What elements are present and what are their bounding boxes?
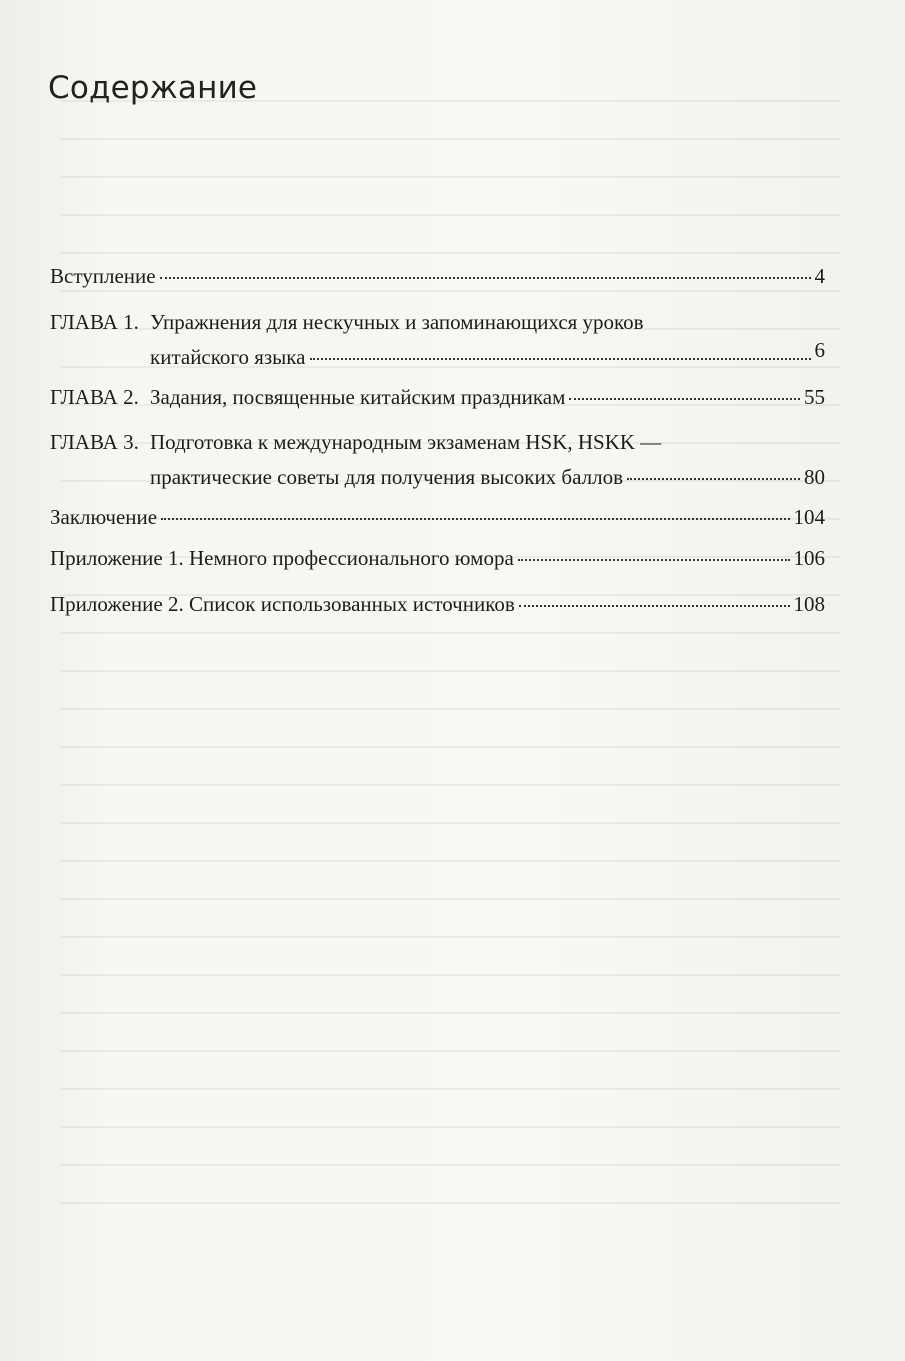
toc-entry-appendix-2[interactable] — [50, 591, 825, 617]
toc-entry-title: Приложение 2. Список использованных источников — [50, 592, 515, 616]
toc-leader-dots — [160, 276, 811, 279]
toc-entry-chapter-3[interactable] — [50, 429, 825, 490]
page-title: Содержание — [48, 70, 258, 106]
toc-page-number: 4 — [814, 264, 825, 288]
toc-page-number: 108 — [793, 592, 825, 616]
toc-entry-title: Упражнения для нескучных и запоминающихся уроков — [150, 310, 644, 334]
toc-leader-dots — [161, 517, 789, 520]
toc-page-number: 106 — [793, 546, 825, 570]
toc-chapter-label: ГЛАВА 2. — [50, 385, 139, 409]
toc-page-number: 6 — [814, 338, 825, 362]
toc-entry-title: Задания, посвященные китайским праздникам — [150, 385, 566, 409]
toc-entry-chapter-1[interactable] — [50, 309, 825, 370]
toc-entry-title-continued: китайского языка — [150, 345, 306, 369]
toc-entry-conclusion[interactable] — [50, 504, 825, 530]
toc-leader-dots — [627, 477, 800, 480]
toc-entry-title: Вступление — [50, 264, 156, 288]
toc-page-number: 55 — [804, 385, 825, 409]
toc-entry-title: Подготовка к международным экзаменам HSK, HSKK — — [150, 430, 662, 454]
toc-leader-dots — [310, 357, 811, 360]
toc-chapter-label: ГЛАВА 3. — [50, 430, 139, 454]
toc-chapter-label: ГЛАВА 1. — [50, 310, 139, 334]
toc-entry-title: Заключение — [50, 505, 158, 529]
toc-page-number: 80 — [804, 465, 825, 489]
toc-leader-dots — [518, 558, 790, 561]
bleed-through-text — [60, 80, 840, 1240]
toc-entry-appendix-1[interactable] — [50, 545, 825, 571]
toc-entry-introduction[interactable] — [50, 263, 825, 289]
toc-entry-title: Приложение 1. Немного профессионального юмора — [50, 546, 514, 570]
toc-entry-chapter-2[interactable] — [50, 384, 825, 410]
toc-leader-dots — [569, 397, 800, 400]
toc-leader-dots — [519, 604, 790, 607]
toc-page-number: 104 — [793, 505, 825, 529]
toc-entry-title-continued: практические советы для получения высоких баллов — [150, 465, 623, 489]
